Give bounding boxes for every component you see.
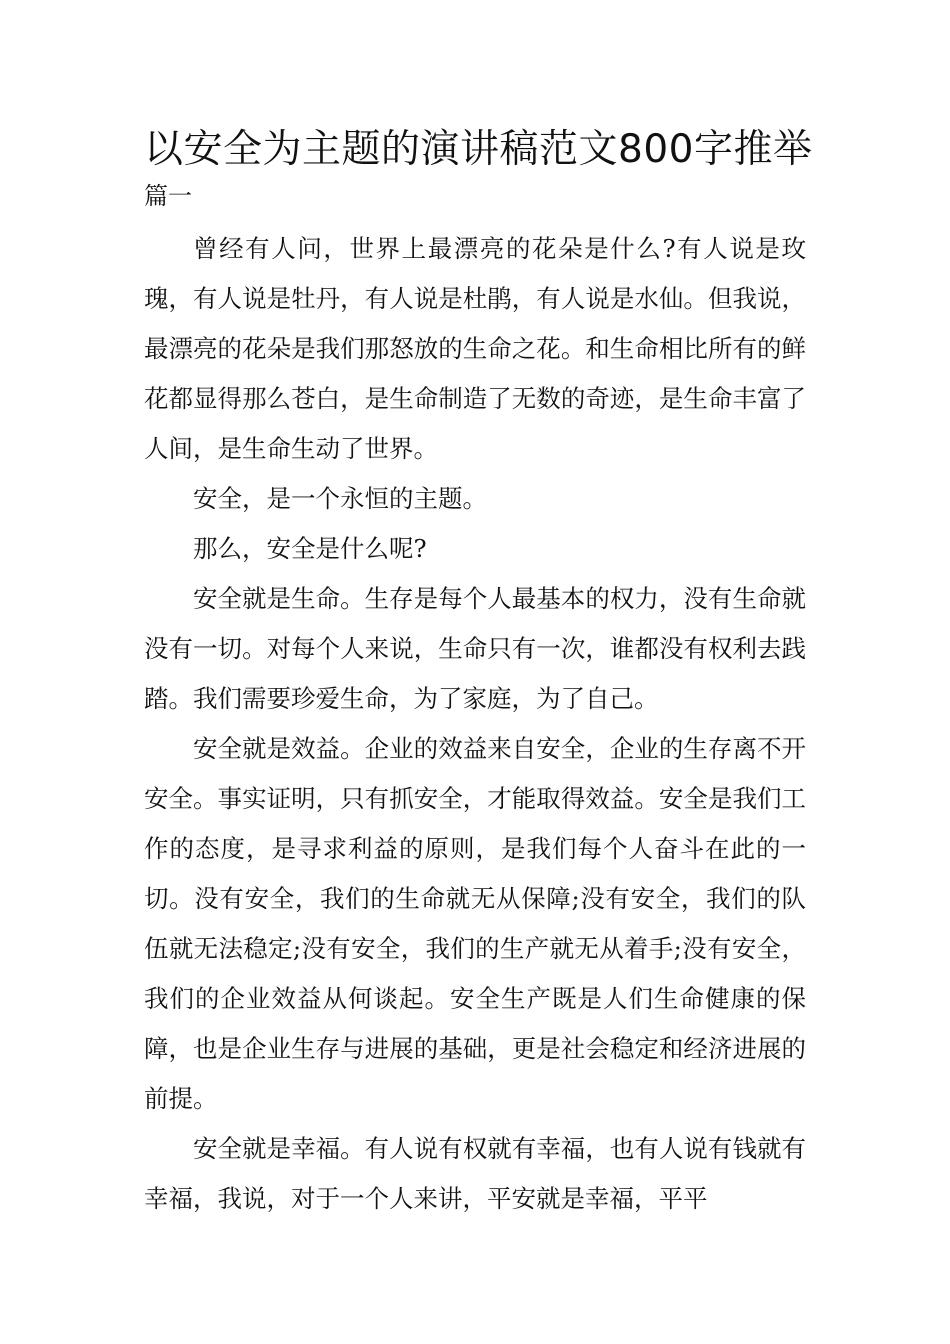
paragraph: 那么，安全是什么呢?: [193, 534, 427, 563]
document-title: 以安全为主题的演讲稿范文800字推举: [144, 127, 813, 172]
paragraph: 曾经有人问，世界上最漂亮的花朵是什么?有人说是玫瑰，有人说是牡丹，有人说是杜鹃，有人说是水仙。但我说，最漂亮的花朵是我们那怒放的生命之花。和生命相比所有的鲜花都显得那么苍白，是生命制造了无数的奇迹，是生命丰富了人间，是生命生动了世界。: [144, 234, 806, 463]
paragraph: 安全就是生命。生存是每个人最基本的权力，没有生命就没有一切。对每个人来说，生命只有一次，谁都没有权利去践踏。我们需要珍爱生命，为了家庭，为了自己。: [144, 584, 806, 713]
paragraph: 安全就是效益。企业的效益来自安全，企业的生存离不开安全。事实证明，只有抓安全，才能取得效益。安全是我们工作的态度，是寻求利益的原则，是我们每个人奋斗在此的一切。没有安全，我们的生命就无从保障;没有安全，我们的队伍就无法稳定;没有安全，我们的生产就无从着手;没有安全，我们的企业效益从何谈起。安全生产既是人们生命健康的保障，也是企业生存与进展的基础，更是社会稳定和经济进展的前提。: [144, 734, 806, 1113]
paragraph: 安全，是一个永恒的主题。: [193, 484, 487, 513]
section-label: 篇一: [144, 182, 192, 210]
document-body: [144, 224, 806, 1224]
paragraph: 安全就是幸福。有人说有权就有幸福，也有人说有钱就有幸福，我说，对于一个人来讲，平安就是幸福，平平: [144, 1134, 806, 1213]
